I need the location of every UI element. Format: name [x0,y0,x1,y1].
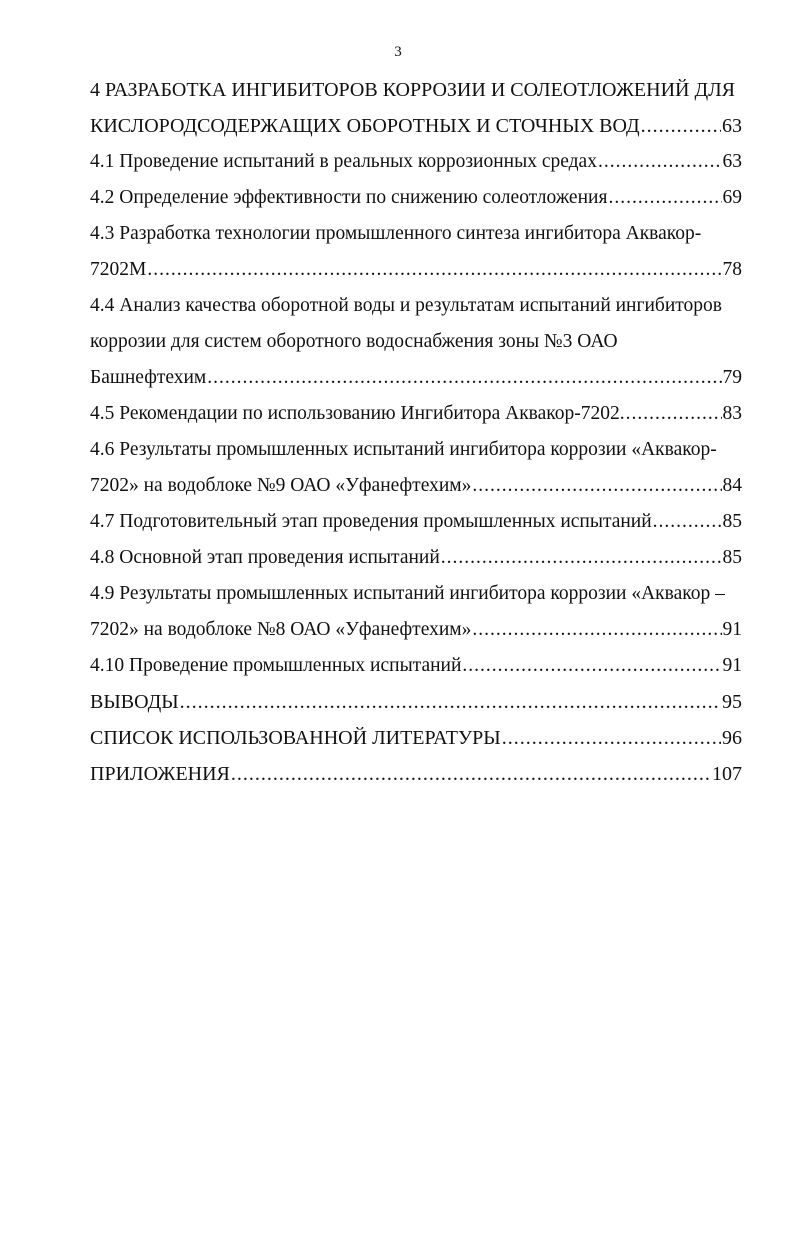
toc-entry-4-3[interactable] [90,216,742,288]
toc-page-number: 84 [722,475,742,496]
toc-entry-4-5[interactable] [90,396,742,432]
toc-entry-text: 4.9 Результаты промышленных испытаний ингибитора коррозии «Аквакор – [90,583,725,604]
dot-leader [598,144,722,180]
toc-page-number: 91 [722,619,742,640]
dot-leader [441,540,722,576]
dot-leader [472,468,721,504]
dot-leader [641,108,721,144]
table-of-contents [90,72,742,792]
toc-page-number: 91 [722,655,742,676]
dot-leader [180,684,721,720]
toc-entry-text: 7202» на водоблоке №8 ОАО «Уфанефтехим» [90,619,472,640]
dot-leader [472,612,721,648]
toc-page-number: 85 [722,511,742,532]
toc-entry-4-1[interactable] [90,144,742,180]
toc-entry-4-9[interactable] [90,576,742,648]
toc-entry-4-8[interactable] [90,540,742,576]
toc-entry-4-2[interactable] [90,180,742,216]
toc-entry-text: 4.8 Основной этап проведения испытаний [90,547,440,568]
toc-page-number: 96 [722,727,742,749]
toc-page-number: 95 [722,691,742,713]
toc-entry-4[interactable] [90,72,742,144]
toc-entry-text: ПРИЛОЖЕНИЯ [90,763,230,785]
toc-entry-text: 4.4 Анализ качества оборотной воды и результатам испытаний ингибиторов [90,295,723,316]
toc-page-number: 107 [712,763,742,785]
toc-entry-4-6[interactable] [90,432,742,504]
toc-entry-text: 4.7 Подготовительный этап проведения промышленных испытаний [90,511,652,532]
toc-entry-4-4[interactable] [90,288,742,396]
toc-page-number: 63 [722,151,742,172]
toc-entry-conclusions[interactable] [90,684,742,720]
toc-entry-text: 4.1 Проведение испытаний в реальных коррозионных средах [90,151,597,172]
dot-leader [502,720,721,756]
dot-leader [207,360,721,396]
dot-leader [147,252,721,288]
toc-entry-4-10[interactable] [90,648,742,684]
toc-entry-4-7[interactable] [90,504,742,540]
dot-leader [462,648,721,684]
toc-entry-text: 4.3 Разработка технологии промышленного синтеза ингибитора Аквакор- [90,223,702,244]
toc-entry-text: коррозии для систем оборотного водоснабжения зоны №3 ОАО [90,331,618,352]
toc-page-number: 69 [722,187,742,208]
dot-leader [231,756,711,792]
toc-entry-text: 4 РАЗРАБОТКА ИНГИБИТОРОВ КОРРОЗИИ И СОЛЕОТЛОЖЕНИЙ ДЛЯ [90,79,736,101]
toc-entry-text: КИСЛОРОДСОДЕРЖАЩИХ ОБОРОТНЫХ И СТОЧНЫХ ВОД [90,115,640,137]
toc-page-number: 85 [722,547,742,568]
toc-page-number: 63 [722,115,742,137]
toc-entry-text: 4.10 Проведение промышленных испытаний [90,655,462,676]
toc-entry-text: ВЫВОДЫ [90,691,179,713]
toc-entry-text: Башнефтехим [90,367,207,388]
toc-entry-text: СПИСОК ИСПОЛЬЗОВАННОЙ ЛИТЕРАТУРЫ [90,727,501,749]
toc-entry-references[interactable] [90,720,742,756]
dot-leader [626,396,722,432]
toc-page-number: 79 [722,367,742,388]
toc-entry-text: 4.6 Результаты промышленных испытаний ингибитора коррозии «Аквакор- [90,439,717,460]
toc-page-number: 83 [722,403,742,424]
toc-entry-text: 7202М [90,259,147,280]
toc-entry-text: 4.5 Рекомендации по использованию Ингибитора Аквакор-7202. [90,403,625,424]
toc-entry-appendices[interactable] [90,756,742,792]
toc-entry-text: 7202» на водоблоке №9 ОАО «Уфанефтехим» [90,475,472,496]
toc-page-number: 78 [722,259,742,280]
toc-entry-text: 4.2 Определение эффективности по снижению солеотложения [90,187,608,208]
page-number: 3 [394,44,402,60]
dot-leader [608,180,721,216]
dot-leader [653,504,722,540]
